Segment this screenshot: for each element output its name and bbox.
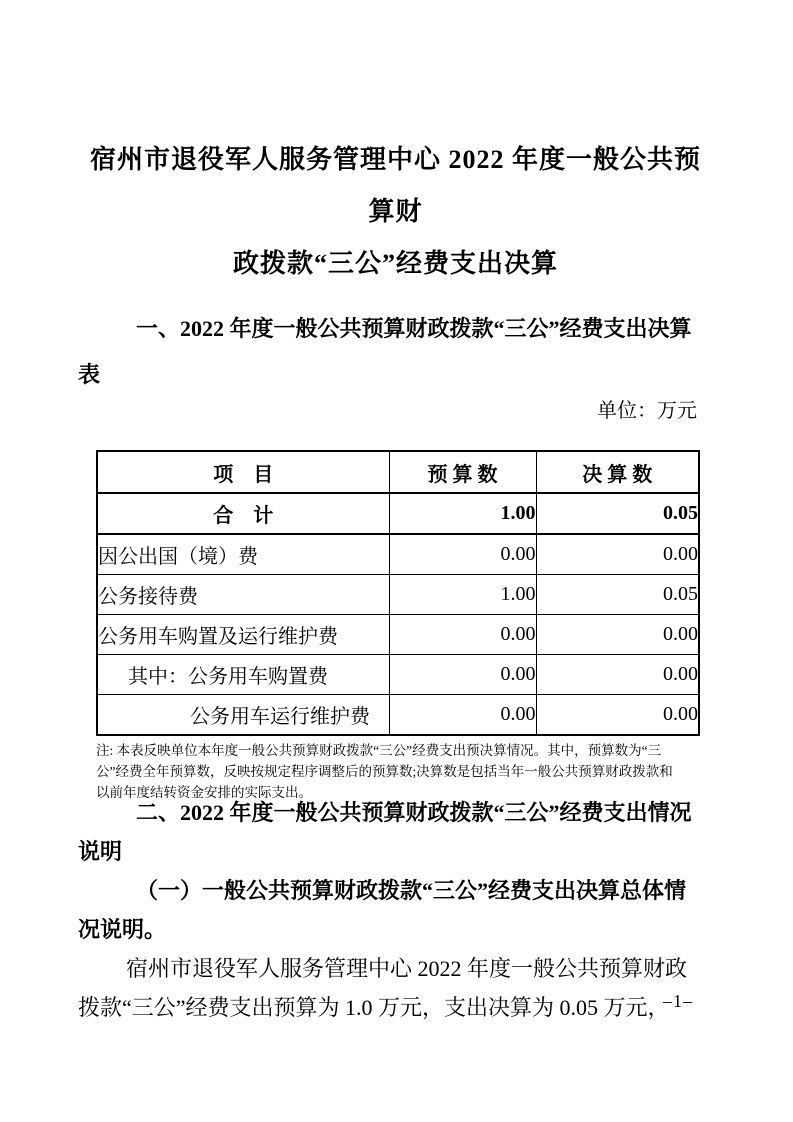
table-row-abroad bbox=[97, 534, 699, 575]
row-budget-value: 1.00 bbox=[389, 575, 536, 615]
document-title-line2: 政拨款“三公”经费支出决算 bbox=[232, 249, 558, 278]
section2-sub-heading-line1: （一）一般公共预算财政拨款“三公”经费支出决算总体情 bbox=[136, 878, 687, 903]
page-number: –1– bbox=[663, 991, 693, 1011]
table-row-vehicle-total bbox=[97, 615, 699, 655]
column-header-budget: 预 算 数 bbox=[389, 451, 536, 493]
row-final-value: 0.00 bbox=[536, 534, 699, 575]
column-header-item: 项 目 bbox=[97, 451, 389, 493]
row-budget-value: 1.00 bbox=[389, 493, 536, 534]
row-final-value: 0.05 bbox=[536, 575, 699, 615]
section2-heading bbox=[78, 793, 713, 871]
row-item-label: 公务接待费 bbox=[97, 575, 389, 615]
table-row-total bbox=[97, 493, 699, 534]
table-header-row bbox=[97, 451, 699, 493]
row-final-value: 0.00 bbox=[536, 655, 699, 695]
row-item-label: 公务用车运行维护费 bbox=[97, 695, 389, 736]
row-item-label: 合 计 bbox=[97, 493, 389, 534]
section1-heading-line2: 表 bbox=[78, 362, 101, 387]
row-final-value: 0.05 bbox=[536, 493, 699, 534]
section2-body-paragraph bbox=[78, 949, 713, 1027]
table-row-vehicle-maintenance bbox=[97, 695, 699, 736]
row-final-value: 0.00 bbox=[536, 615, 699, 655]
section2-sub-heading-line2: 况说明。 bbox=[78, 917, 167, 942]
row-final-value: 0.00 bbox=[536, 695, 699, 736]
section2-heading-line2: 说明 bbox=[78, 839, 123, 864]
row-item-label: 其中：公务用车购置费 bbox=[97, 655, 389, 695]
section1-heading bbox=[78, 306, 713, 398]
row-budget-value: 0.00 bbox=[389, 695, 536, 736]
sangong-expense-table bbox=[96, 450, 700, 736]
table-row-vehicle-purchase bbox=[97, 655, 699, 695]
section2-heading-line1: 二、2022 年度一般公共预算财政拨款“三公”经费支出情况 bbox=[136, 800, 692, 825]
document-title-line1: 宿州市退役军人服务管理中心 2022 年度一般公共预算财 bbox=[89, 145, 701, 226]
section2-body-line1: 宿州市退役军人服务管理中心 2022 年度一般公共预算财政 bbox=[126, 956, 688, 981]
section2-sub-heading bbox=[78, 871, 713, 949]
row-budget-value: 0.00 bbox=[389, 615, 536, 655]
table-note-line3: 以前年度结转资金安排的实际支出。 bbox=[96, 785, 312, 800]
table-note-line2: 公”经费全年预算数，反映按规定程序调整后的预算数;决算数是包括当年一般公共预算财政拨款和 bbox=[96, 764, 673, 779]
row-budget-value: 0.00 bbox=[389, 655, 536, 695]
unit-label: 单位：万元 bbox=[597, 400, 697, 422]
table-note-line1: 注: 本表反映单位本年度一般公共预算财政拨款“三公”经费支出预决算情况。其中，预算数为“三 bbox=[96, 743, 662, 758]
section1-heading-line1: 一、2022 年度一般公共预算财政拨款“三公”经费支出决算 bbox=[136, 316, 692, 341]
document-title bbox=[78, 134, 713, 290]
row-item-label: 因公出国（境）费 bbox=[97, 534, 389, 575]
column-header-final: 决 算 数 bbox=[536, 451, 699, 493]
row-budget-value: 0.00 bbox=[389, 534, 536, 575]
section2-body-line2: 拨款“三公”经费支出预算为 1.0 万元，支出决算为 0.05 万元， bbox=[78, 995, 670, 1020]
table-row-reception bbox=[97, 575, 699, 615]
row-item-label: 公务用车购置及运行维护费 bbox=[97, 615, 389, 655]
